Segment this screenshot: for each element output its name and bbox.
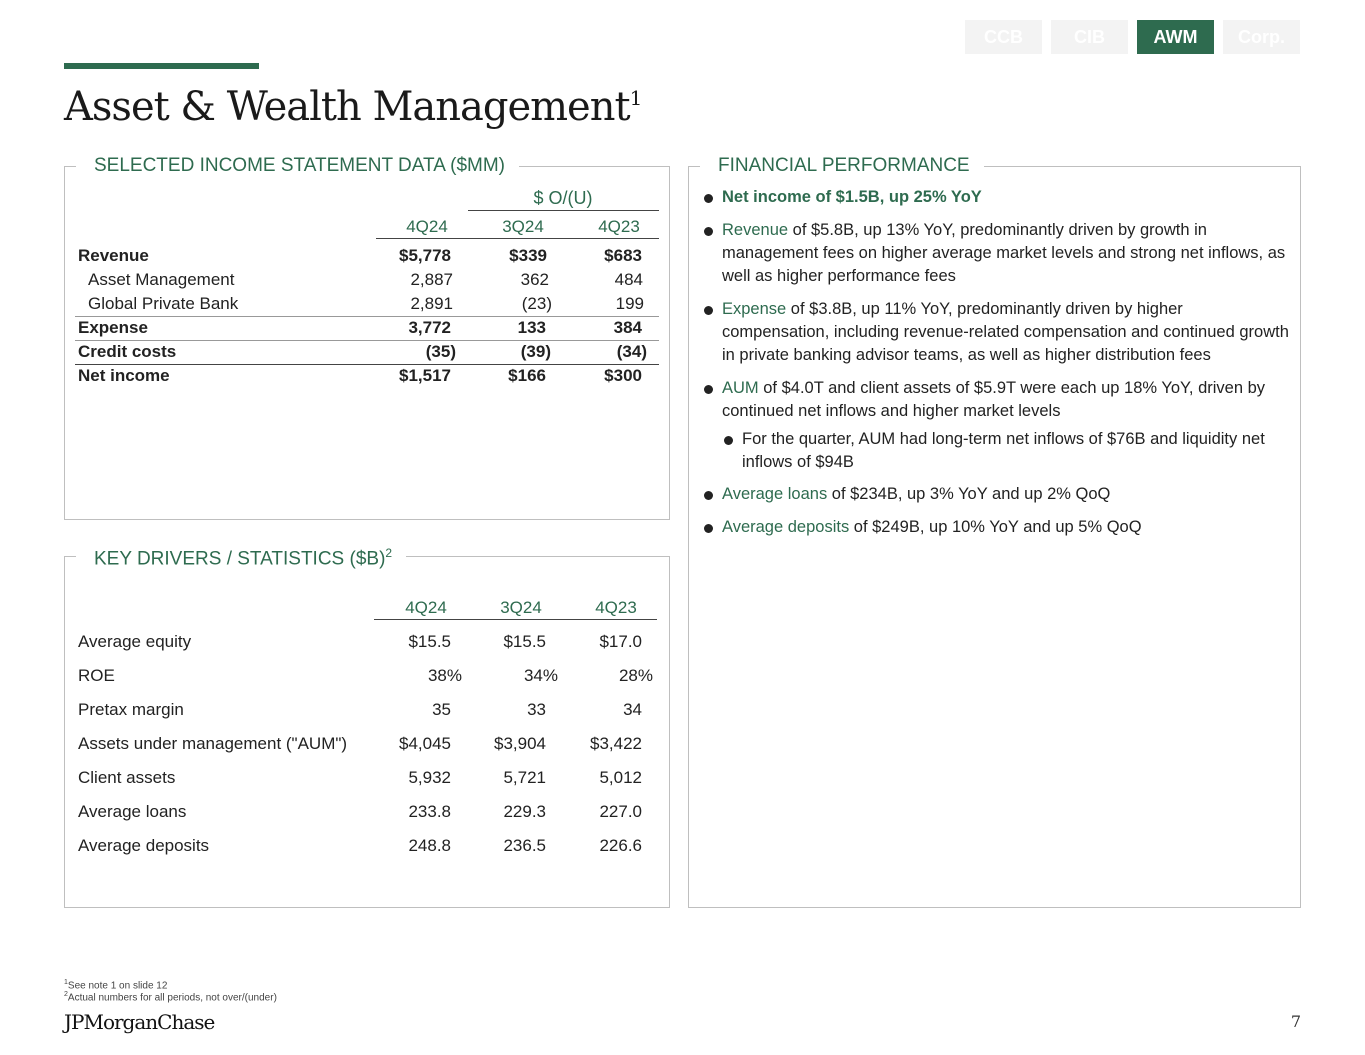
cell: 362 xyxy=(520,270,549,289)
row-label: Net income xyxy=(78,366,170,385)
bullet-text: of $3.8B, up 11% YoY, predominantly driven by higher compensation, including revenue-related compensation and continued growth in private banking advisor teams, as well as higher distribution fees xyxy=(722,300,1289,364)
tab-awm[interactable] xyxy=(1137,20,1214,54)
bullet-dot xyxy=(704,194,713,203)
cell: 5,721 xyxy=(503,768,546,787)
cell: $4,045 xyxy=(399,734,451,753)
row-label: Pretax margin xyxy=(78,700,184,719)
cell: 34% xyxy=(523,666,558,685)
cell: $339 xyxy=(509,246,547,265)
bullet-text: Net income of $1.5B, up 25% YoY xyxy=(722,188,982,206)
header-rule xyxy=(374,619,657,620)
row-label: Credit costs xyxy=(78,342,177,361)
cell: (39) xyxy=(520,342,551,361)
cell: 3,772 xyxy=(408,318,451,337)
cell: $15.5 xyxy=(408,632,451,651)
tab-cib[interactable] xyxy=(1051,20,1128,54)
col-header: 4Q24 xyxy=(406,217,448,236)
cell: 229.3 xyxy=(503,802,546,821)
row-label: Expense xyxy=(78,318,148,337)
page-number: 7 xyxy=(1290,1012,1301,1031)
tab-label: Corp. xyxy=(1238,26,1285,47)
cell: 226.6 xyxy=(599,836,642,855)
key-drivers-title-text: KEY DRIVERS / STATISTICS ($B) xyxy=(94,548,386,570)
cell: 34 xyxy=(623,700,642,719)
bullet-expense xyxy=(722,298,1294,367)
bullet-dot xyxy=(704,227,713,236)
page-title-text: Asset & Wealth Management xyxy=(64,84,630,130)
cell: 227.0 xyxy=(599,802,642,821)
row-label: Average deposits xyxy=(78,836,210,855)
bullet-keyword: Expense xyxy=(722,300,787,318)
row-label: Average equity xyxy=(78,632,192,651)
footnote-mark: 1 xyxy=(64,979,68,986)
row-label: Average loans xyxy=(78,802,187,821)
row-label: ROE xyxy=(78,666,115,685)
cell: 199 xyxy=(615,294,644,313)
row-label: Assets under management ("AUM") xyxy=(78,734,348,753)
bullet-text: of $5.8B, up 13% YoY, predominantly driven by growth in management fees on higher average market levels and strong net inflows, as well as higher performance fees xyxy=(722,221,1286,285)
bullet-text: of $4.0T and client assets of $5.9T were each up 18% YoY, driven by continued net inflows and higher market levels xyxy=(722,379,1266,420)
cell: 5,012 xyxy=(599,768,642,787)
bullet-net-income xyxy=(722,186,1294,209)
bullet-text: of $249B, up 10% YoY and up 5% QoQ xyxy=(849,518,1142,536)
cell: $300 xyxy=(604,366,642,385)
footnote-mark: 2 xyxy=(64,991,68,998)
cell: $166 xyxy=(508,366,546,385)
cell: 33 xyxy=(527,700,546,719)
sub-bullet-aum-flows xyxy=(742,428,1294,474)
company-logo: JPMorganChase xyxy=(64,1010,215,1034)
cell: 484 xyxy=(614,270,643,289)
cell: 248.8 xyxy=(408,836,451,855)
footnote-1 xyxy=(64,979,167,991)
bullet-text: For the quarter, AUM had long-term net inflows of $76B and liquidity net inflows of $94B xyxy=(742,430,1265,471)
cell: $5,778 xyxy=(399,246,451,265)
income-statement-title: SELECTED INCOME STATEMENT DATA ($MM) xyxy=(76,155,519,177)
tab-label: CIB xyxy=(1074,26,1105,47)
cell: $3,422 xyxy=(590,734,642,753)
cell: 233.8 xyxy=(408,802,451,821)
cell: 133 xyxy=(517,318,546,337)
key-drivers-title xyxy=(76,546,406,570)
row-label: Asset Management xyxy=(88,270,235,289)
cell: 35 xyxy=(432,700,451,719)
cell: $15.5 xyxy=(503,632,546,651)
footnote-text: See note 1 on slide 12 xyxy=(67,980,168,992)
col-header: 3Q24 xyxy=(500,598,542,617)
footnote-ref: 1 xyxy=(629,86,642,110)
bullet-average-loans xyxy=(722,483,1294,506)
tab-label: CCB xyxy=(984,26,1023,47)
footnote-ref: 2 xyxy=(385,546,393,560)
row-label: Client assets xyxy=(78,768,176,787)
footnote-text: Actual numbers for all periods, not over/(under) xyxy=(67,992,277,1004)
group-header: $ O/(U) xyxy=(533,188,593,208)
row-rule xyxy=(75,340,659,341)
title-accent-bar xyxy=(64,63,259,69)
cell: 384 xyxy=(613,318,642,337)
col-header: 4Q24 xyxy=(405,598,447,617)
cell: $1,517 xyxy=(399,366,451,385)
col-header: 3Q24 xyxy=(502,217,544,236)
tab-corp[interactable] xyxy=(1223,20,1300,54)
bullet-dot xyxy=(704,306,713,315)
cell: 38% xyxy=(427,666,462,685)
cell: $683 xyxy=(604,246,642,265)
tab-ccb[interactable] xyxy=(965,20,1042,54)
cell: 236.5 xyxy=(503,836,546,855)
tab-label: AWM xyxy=(1153,26,1198,47)
cell: (23) xyxy=(521,294,552,313)
bullet-keyword: Average deposits xyxy=(722,518,850,536)
bullet-revenue xyxy=(722,219,1294,288)
row-rule xyxy=(75,364,659,365)
row-label: Global Private Bank xyxy=(88,294,239,313)
financial-performance-title: FINANCIAL PERFORMANCE xyxy=(700,155,984,177)
row-rule xyxy=(75,316,659,317)
col-header: 4Q23 xyxy=(595,598,637,617)
bullet-dot xyxy=(704,524,713,533)
bullet-dot xyxy=(724,436,733,445)
cell: $3,904 xyxy=(494,734,546,753)
header-rule xyxy=(376,238,659,239)
cell: 2,887 xyxy=(410,270,453,289)
cell: 2,891 xyxy=(410,294,453,313)
row-label: Revenue xyxy=(78,246,149,265)
bullet-keyword: AUM xyxy=(722,379,759,397)
bullet-aum xyxy=(722,377,1294,423)
cell: $17.0 xyxy=(599,632,642,651)
bullet-average-deposits xyxy=(722,516,1294,539)
bullet-dot xyxy=(704,491,713,500)
col-header: 4Q23 xyxy=(598,217,640,236)
group-header-rule xyxy=(468,210,659,211)
cell: 28% xyxy=(618,666,653,685)
bullet-keyword: Average loans xyxy=(722,485,828,503)
page-title xyxy=(64,84,641,130)
cell: (34) xyxy=(616,342,647,361)
bullet-dot xyxy=(704,385,713,394)
bullet-text: of $234B, up 3% YoY and up 2% QoQ xyxy=(827,485,1111,503)
footnote-2 xyxy=(64,991,277,1003)
cell: (35) xyxy=(425,342,456,361)
cell: 5,932 xyxy=(408,768,451,787)
bullet-keyword: Revenue xyxy=(722,221,789,239)
